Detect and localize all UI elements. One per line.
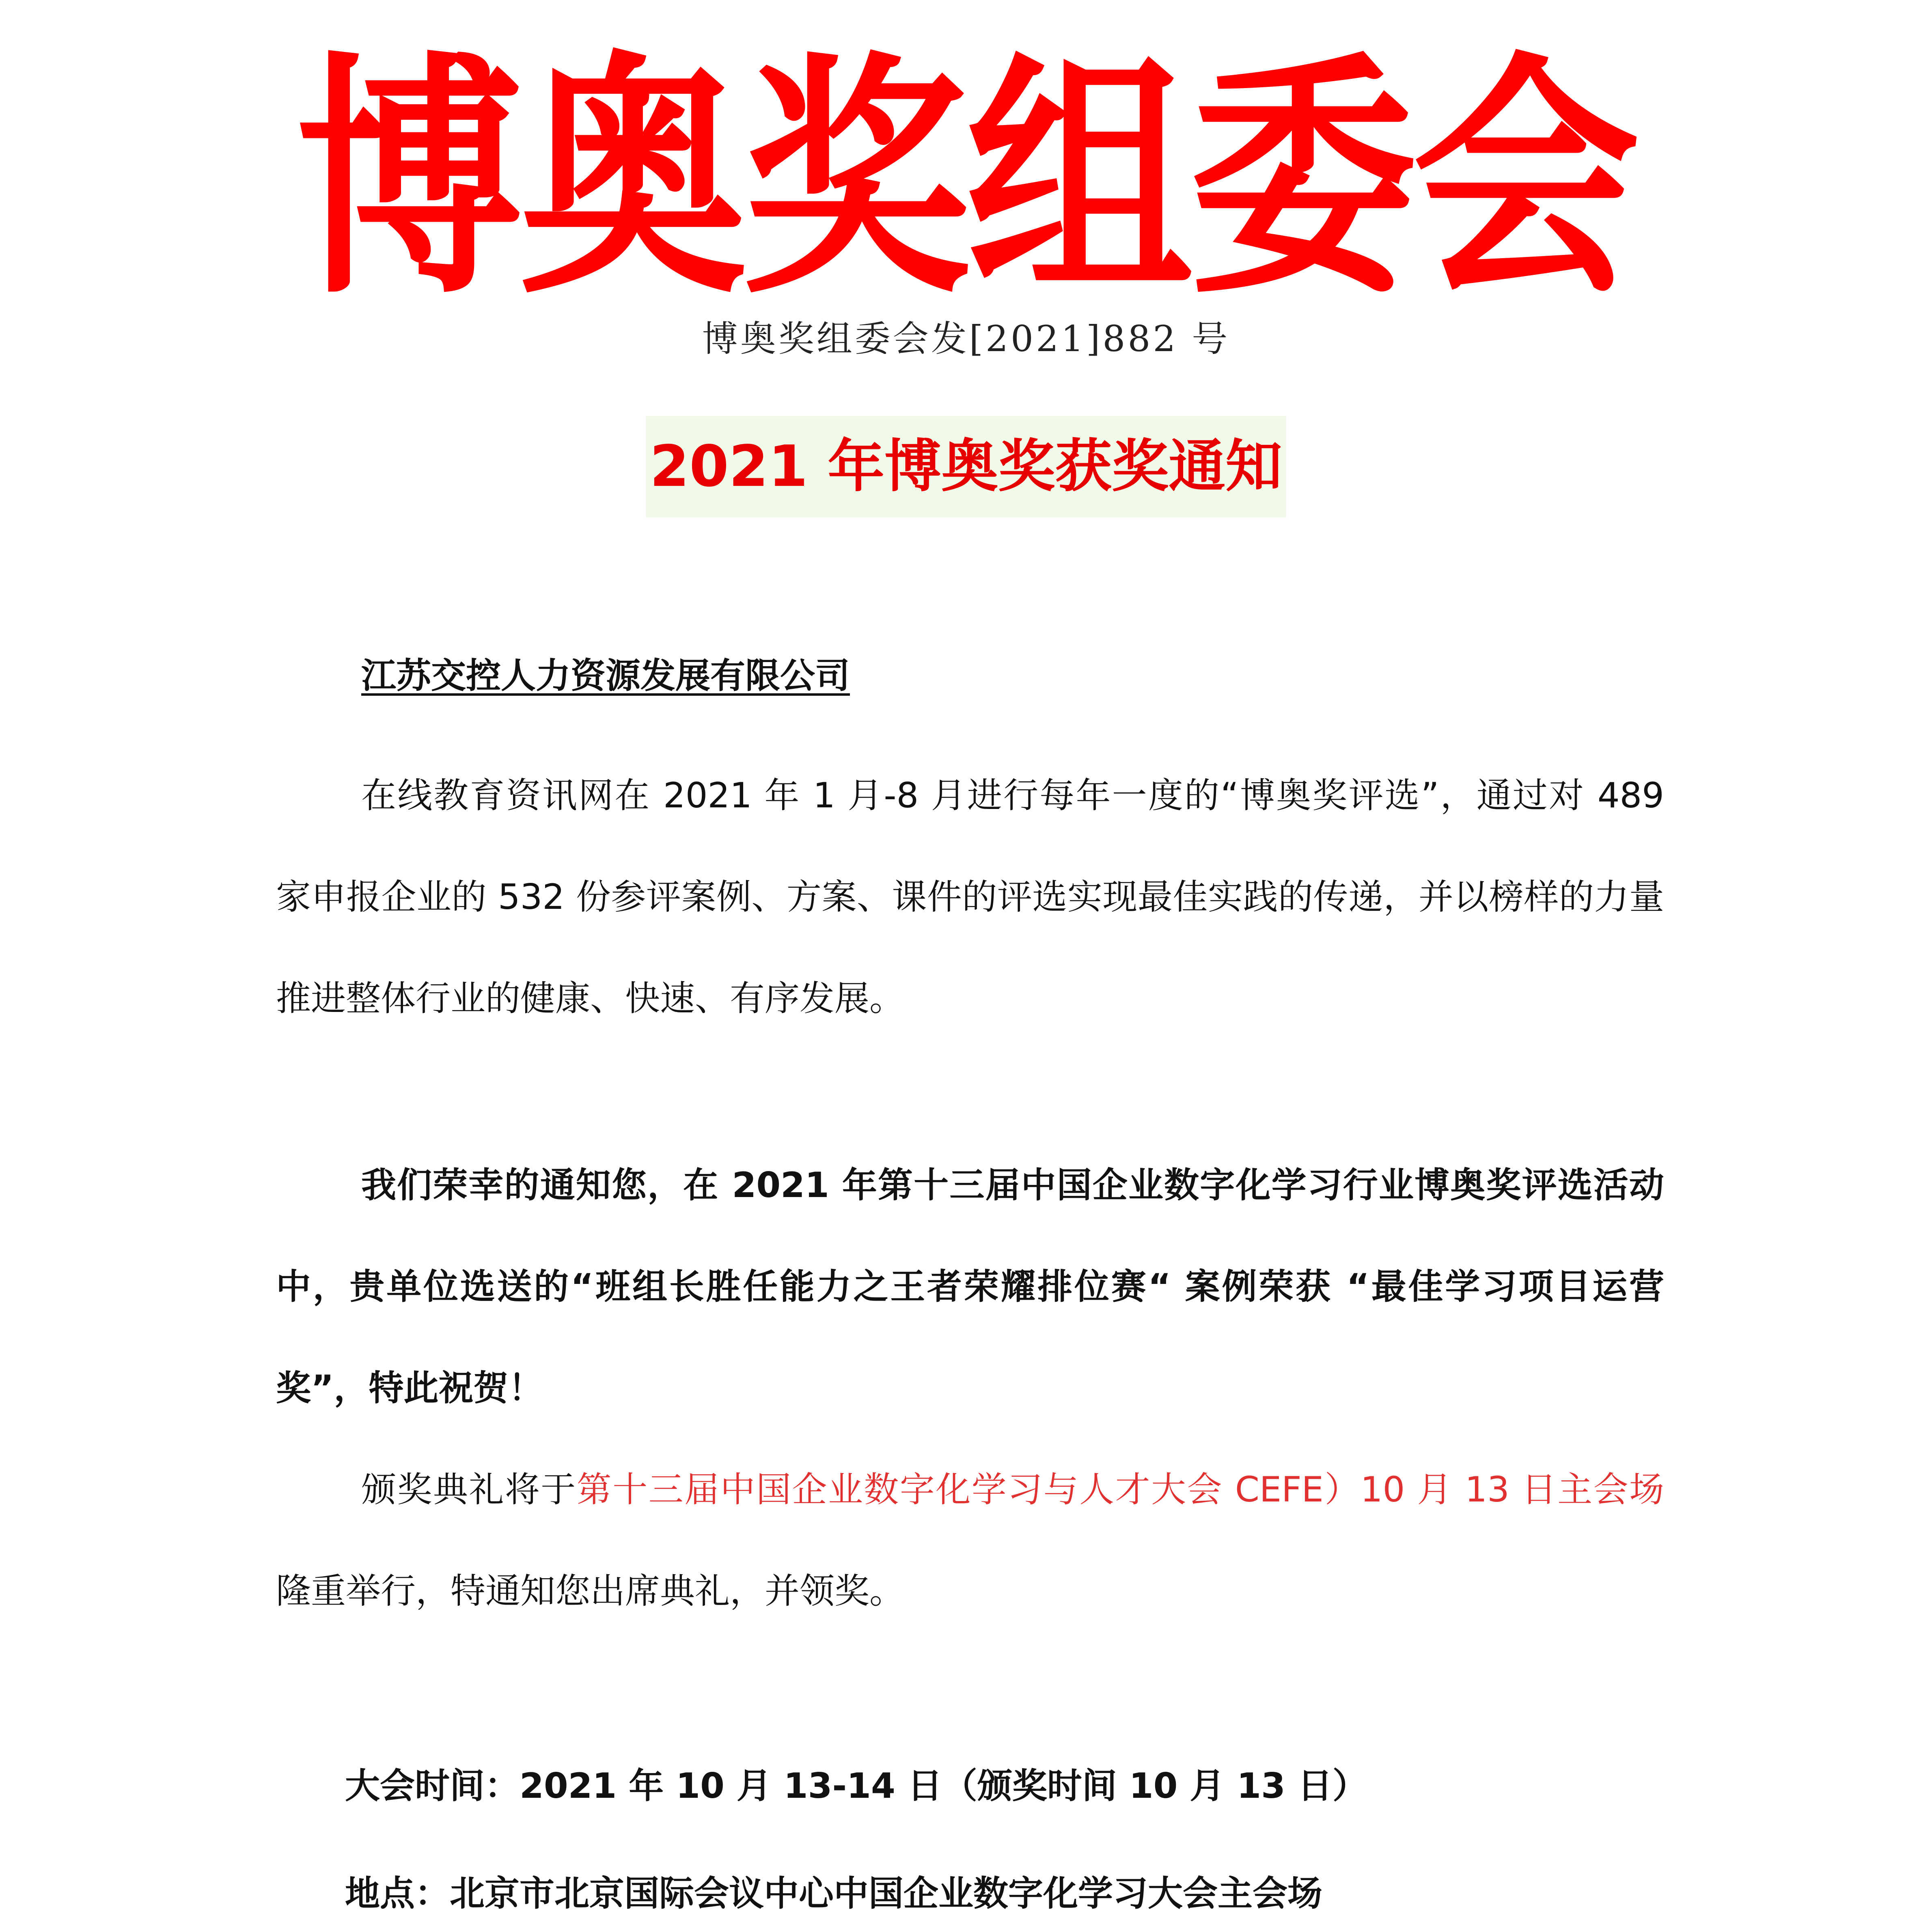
- intro-paragraph: 在线教育资讯网在 2021 年 1 月-8 月进行每年一度的“博奥奖评选”，通过对 489 家申报企业的 532 份参评案例、方案、课件的评选实现最佳实践的传递，并以榜样的力量推进整体行业的健康、快速、有序发展。: [276, 775, 1664, 1019]
- ceremony-text-after: 隆重举行，特通知您出席典礼，并领奖。: [276, 1571, 904, 1611]
- event-location: 地点：北京市北京国际会议中心中国企业数字化学习大会主会场: [345, 1873, 1322, 1914]
- recipient-company: 江苏交控人力资源发展有限公司: [361, 656, 850, 696]
- ceremony-paragraph: [276, 1439, 1664, 1642]
- document-number: 博奥奖组委会发[2021]882 号: [702, 318, 1230, 360]
- document-title: 2021 年博奥奖获奖通知: [646, 416, 1286, 518]
- event-time: 大会时间：2021 年 10 月 13-14 日（颁奖时间 10 月 13 日）: [345, 1766, 1367, 1806]
- ceremony-text-before: 颁奖典礼将于: [361, 1469, 577, 1510]
- document-title-container: [0, 416, 1932, 518]
- award-paragraph: 我们荣幸的通知您，在 2021 年第十三届中国企业数字化学习行业博奥奖评选活动中，贵单位选送的“班组长胜任能力之王者荣耀排位赛“ 案例荣获 “最佳学习项目运营奖”，特此祝贺！: [276, 1165, 1664, 1409]
- masthead-title: 博奥奖组委会: [296, 32, 1636, 328]
- ceremony-highlight: 第十三届中国企业数字化学习与人才大会 CEFE）10 月 13 日主会场: [576, 1469, 1665, 1510]
